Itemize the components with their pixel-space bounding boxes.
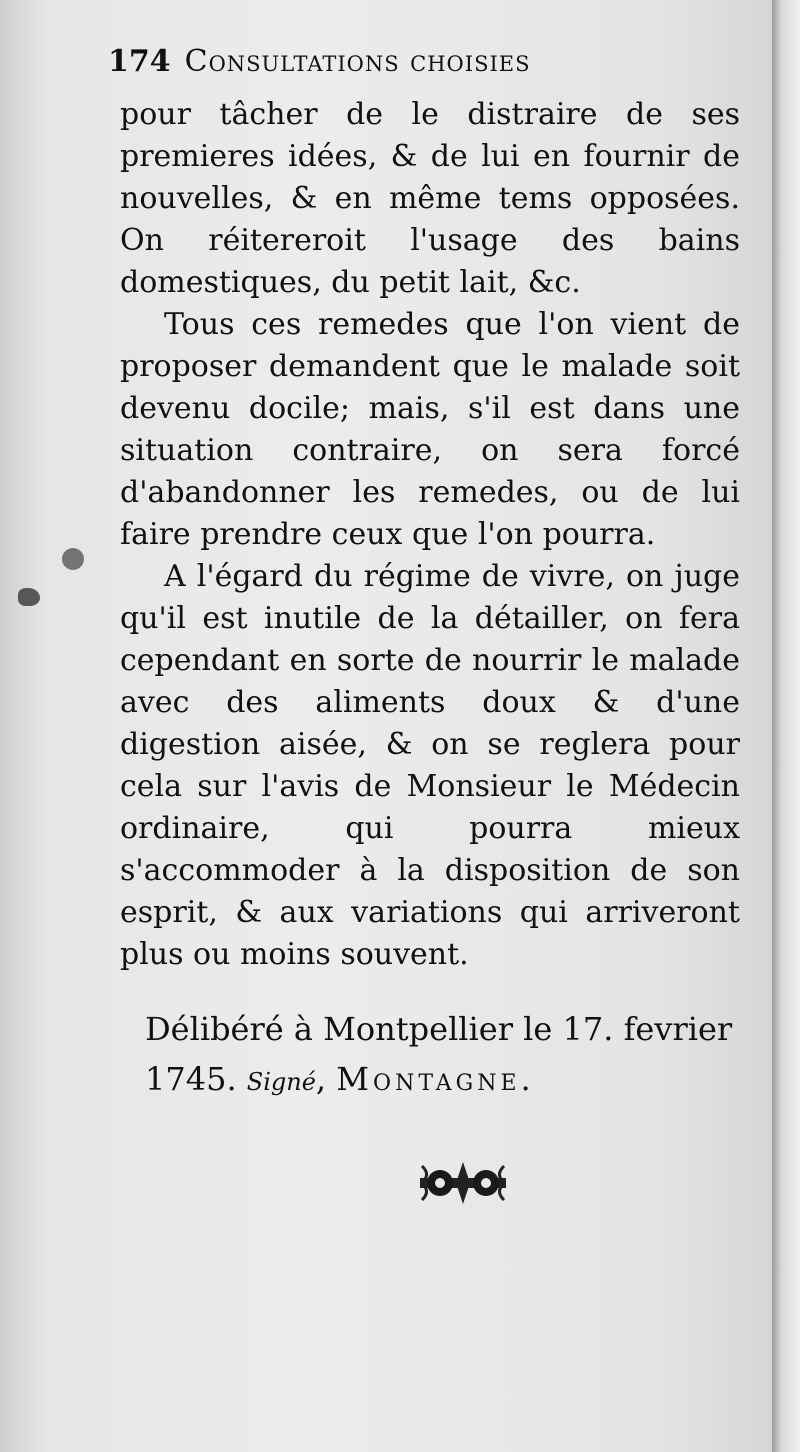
paragraph-2: Tous ces remedes que l'on vient de proposer demandent que le malade soit devenu docile; mais, s'il est dans une situation contraire, on sera forcé d'abandonner les remedes, ou de lui faire prendre ceux que l'on pourra. bbox=[120, 307, 740, 552]
author-name: Montagne. bbox=[336, 1060, 535, 1098]
paragraph-1: pour tâcher de le distraire de ses premieres idées, & de lui en fournir de nouvelles, & en même tems opposées. On réitereroit l'usage des bains domestiques, du petit lait, &c. bbox=[120, 97, 740, 300]
page-number: 174 bbox=[108, 44, 171, 79]
signature-separator: , bbox=[315, 1060, 327, 1098]
running-head bbox=[108, 44, 748, 90]
fleuron-icon bbox=[418, 1158, 508, 1208]
show-through-text bbox=[160, 930, 772, 1350]
body-text bbox=[120, 94, 740, 976]
page-edge bbox=[772, 0, 800, 1452]
colophon bbox=[145, 1004, 755, 1107]
signed-label: Signé bbox=[246, 1068, 316, 1096]
fleuron-ornament bbox=[418, 1158, 508, 1208]
ink-mark bbox=[18, 588, 40, 606]
colophon-year: 1745. bbox=[145, 1060, 237, 1098]
colophon-signature-line bbox=[145, 1054, 755, 1107]
ink-smudge bbox=[62, 548, 84, 570]
colophon-date-line: Délibéré à Montpellier le 17. fevrier bbox=[145, 1010, 733, 1048]
paragraph-3: A l'égard du régime de vivre, on juge qu'il est inutile de la détailler, on fera cependant en sorte de nourrir le malade avec des aliments doux & d'une digestion aisée, & on se reglera pour cela sur l'avis de Monsieur le Médecin ordinaire, qui pourra mieux s'accommoder à la disposition de son esprit, & aux variations qui arriveront plus ou moins souvent. bbox=[120, 559, 740, 972]
running-title: Consultations choisies bbox=[184, 44, 531, 79]
